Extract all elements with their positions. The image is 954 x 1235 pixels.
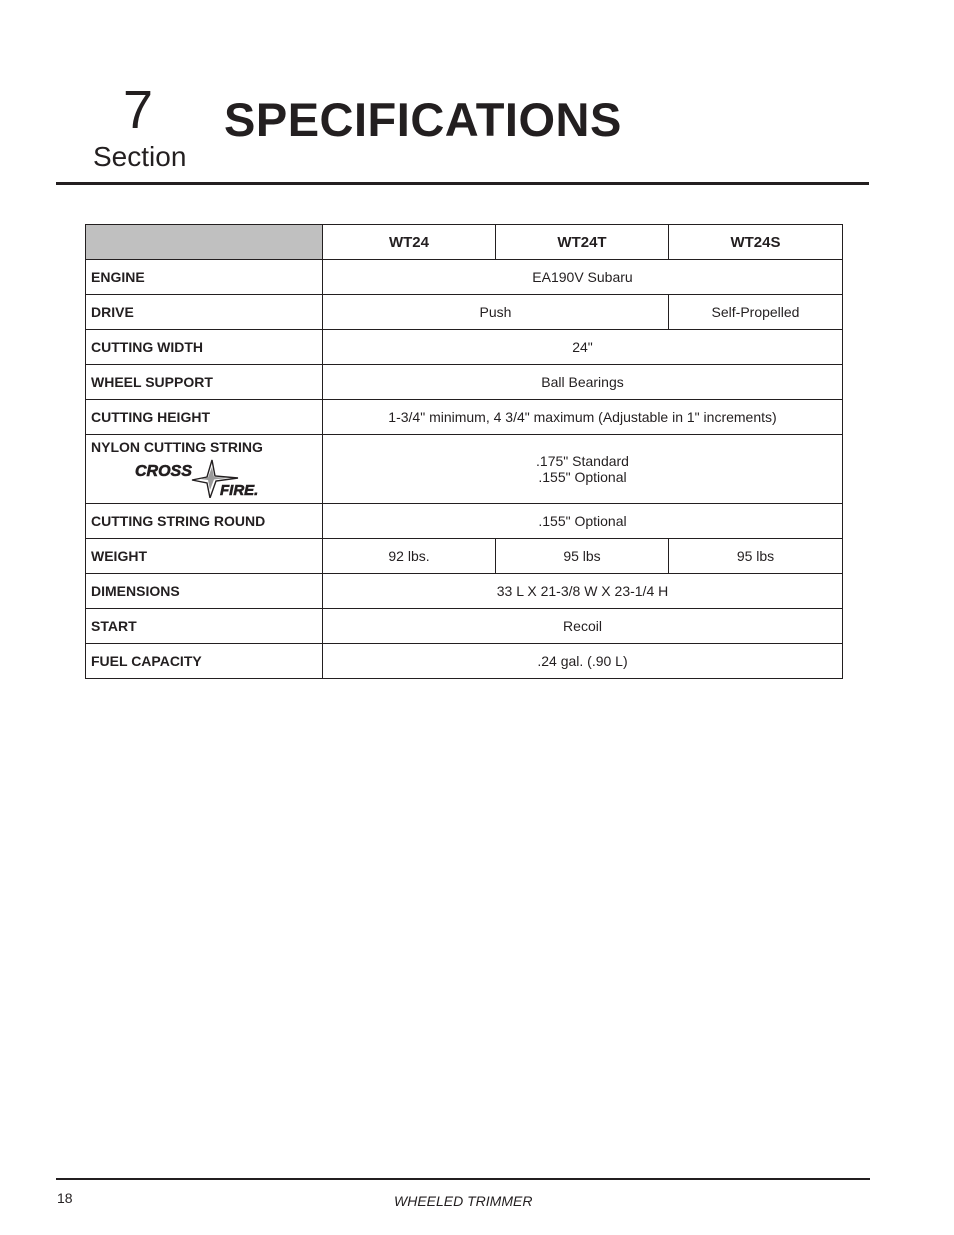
row-value: .155" Optional (323, 504, 843, 539)
page-title: SPECIFICATIONS (224, 93, 622, 146)
row-label-cell (86, 435, 323, 504)
table-row-fuel-capacity (86, 644, 843, 679)
row-label: DRIVE (86, 295, 323, 330)
row-value: EA190V Subaru (323, 260, 843, 295)
row-label: DIMENSIONS (86, 574, 323, 609)
table-row-cutting-height (86, 400, 843, 435)
row-value-wt24s: 95 lbs (669, 539, 843, 574)
section-label: Section (93, 141, 187, 172)
table-row-weight (86, 539, 843, 574)
header-divider (56, 182, 869, 185)
row-label: START (86, 609, 323, 644)
logo-text-cross: CROSS (135, 463, 192, 480)
table-row-drive (86, 295, 843, 330)
table-row-engine (86, 260, 843, 295)
column-header-wt24t: WT24T (496, 225, 669, 260)
table-row-cutting-string-round (86, 504, 843, 539)
logo-text-fire: FIRE. (220, 482, 259, 498)
row-value-push: Push (323, 295, 669, 330)
section-number: 7 (123, 80, 154, 140)
column-header-wt24: WT24 (323, 225, 496, 260)
row-value-self-propelled: Self-Propelled (669, 295, 843, 330)
row-value: 1-3/4" minimum, 4 3/4" maximum (Adjustable in 1" increments) (323, 400, 843, 435)
row-value-line: .155" Optional (538, 469, 627, 485)
footer-document-title: WHEELED TRIMMER (394, 1193, 533, 1209)
row-label: NYLON CUTTING STRING (91, 439, 263, 455)
table-row-nylon-cutting-string (86, 435, 843, 504)
table-row-cutting-width (86, 330, 843, 365)
page-number: 18 (57, 1190, 73, 1206)
row-label: CUTTING WIDTH (86, 330, 323, 365)
row-value: 33 L X 21-3/8 W X 23-1/4 H (323, 574, 843, 609)
footer-divider (56, 1178, 870, 1180)
row-value: .24 gal. (.90 L) (323, 644, 843, 679)
table-row-wheel-support (86, 365, 843, 400)
header-corner-cell (86, 225, 323, 260)
row-value (323, 435, 843, 504)
crossfire-logo (134, 458, 270, 498)
row-value: Recoil (323, 609, 843, 644)
specifications-table (85, 224, 843, 679)
row-value-wt24t: 95 lbs (496, 539, 669, 574)
row-value-wt24: 92 lbs. (323, 539, 496, 574)
row-label: WEIGHT (86, 539, 323, 574)
row-label: ENGINE (86, 260, 323, 295)
table-header-row (86, 225, 843, 260)
column-header-wt24s: WT24S (669, 225, 843, 260)
row-label: FUEL CAPACITY (86, 644, 323, 679)
row-label: WHEEL SUPPORT (86, 365, 323, 400)
table-row-start (86, 609, 843, 644)
row-value-line: .175" Standard (536, 453, 629, 469)
table-row-dimensions (86, 574, 843, 609)
row-label: CUTTING HEIGHT (86, 400, 323, 435)
row-value: 24" (323, 330, 843, 365)
row-label: CUTTING STRING ROUND (86, 504, 323, 539)
row-value: Ball Bearings (323, 365, 843, 400)
